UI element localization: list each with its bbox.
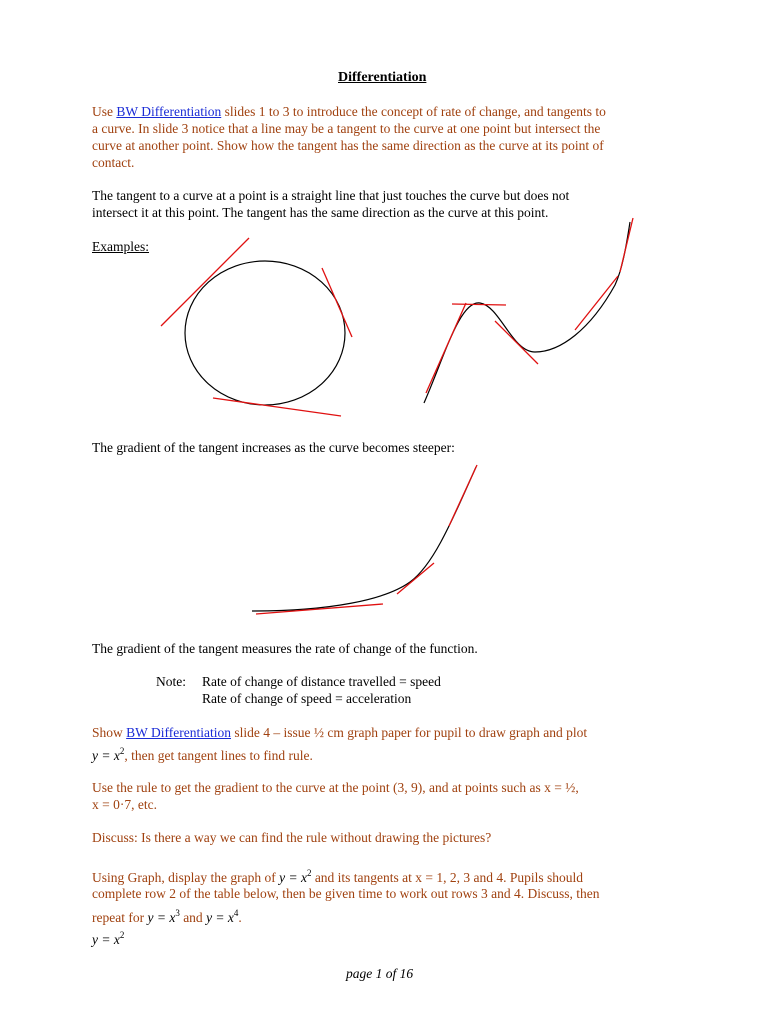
para8-line3: repeat for $y = x^3$ and $y = x^4$. — [92, 908, 242, 925]
para1-line3: curve at another point. Show how the tangent has the same direction as the curve at its point of — [92, 138, 604, 153]
para7: Discuss: Is there a way we can find the rule without drawing the pictures? — [92, 830, 492, 845]
para1-line1: Use BW Differentiation slides 1 to 3 to introduce the concept of rate of change, and tangents to — [92, 104, 606, 119]
tangent-line — [322, 268, 352, 337]
note-line1: Rate of change of distance travelled = speed — [202, 674, 441, 689]
para8-line1: Using Graph, display the graph of $y = x^2$ and its tangents at x = 1, 2, 3 and 4. Pupils should — [92, 868, 584, 885]
note-label: Note: — [156, 674, 186, 689]
para5-line2: $y = x^2$, then get tangent lines to find rule. — [92, 746, 313, 763]
para1-line2: a curve. In slide 3 notice that a line may be a tangent to the curve at one point but intersect the — [92, 121, 601, 136]
tangent-line — [397, 563, 434, 594]
page-title: Differentiation — [338, 70, 427, 85]
para3: The gradient of the tangent increases as the curve becomes steeper: — [92, 440, 455, 455]
para6-line2: x = 0·7, etc. — [92, 797, 157, 812]
table-equation: $y = x^2$ — [92, 930, 125, 947]
tangent-line — [620, 218, 633, 272]
circle-curve — [185, 261, 345, 405]
tangent-line — [495, 321, 538, 364]
para6-line1: Use the rule to get the gradient to the curve at the point (3, 9), and at points such as x = ½, — [92, 780, 579, 795]
equation: $y = x^3$ — [147, 908, 180, 925]
para2-line2: intersect it at this point. The tangent has the same direction as the curve at this point. — [92, 205, 549, 220]
para4: The gradient of the tangent measures the rate of change of the function. — [92, 641, 478, 656]
tangent-line — [452, 304, 506, 305]
equation: $y = x^2$ — [92, 746, 125, 763]
steep-curve — [252, 467, 476, 611]
bw-differentiation-link[interactable]: BW Differentiation — [126, 725, 231, 740]
tangent-line — [426, 303, 466, 393]
tangent-line — [213, 398, 341, 416]
tangent-line — [161, 238, 249, 326]
page-number: page 1 of 16 — [346, 966, 414, 981]
para8-line2: complete row 2 of the table below, then be given time to work out rows 3 and 4. Discuss, then — [92, 886, 600, 901]
para1-line4: contact. — [92, 155, 135, 170]
steepening-example — [252, 465, 477, 614]
bw-differentiation-link[interactable]: BW Differentiation — [116, 104, 222, 119]
para2-line1: The tangent to a curve at a point is a straight line that just touches the curve but does not — [92, 188, 570, 203]
tangent-line — [575, 276, 618, 330]
equation: $y = x^4$ — [206, 908, 239, 925]
equation: $y = x^2$ — [279, 868, 312, 885]
circle-example — [161, 238, 352, 416]
tangent-line — [256, 604, 383, 614]
examples-label: Examples: — [92, 239, 149, 254]
para5-line1: Show BW Differentiation slide 4 – issue ½ cm graph paper for pupil to draw graph and plot — [92, 725, 588, 740]
wave-curve — [424, 222, 630, 403]
note-line2: Rate of change of speed = acceleration — [202, 691, 412, 706]
tangent-line — [449, 465, 477, 526]
wave-example — [424, 218, 633, 403]
